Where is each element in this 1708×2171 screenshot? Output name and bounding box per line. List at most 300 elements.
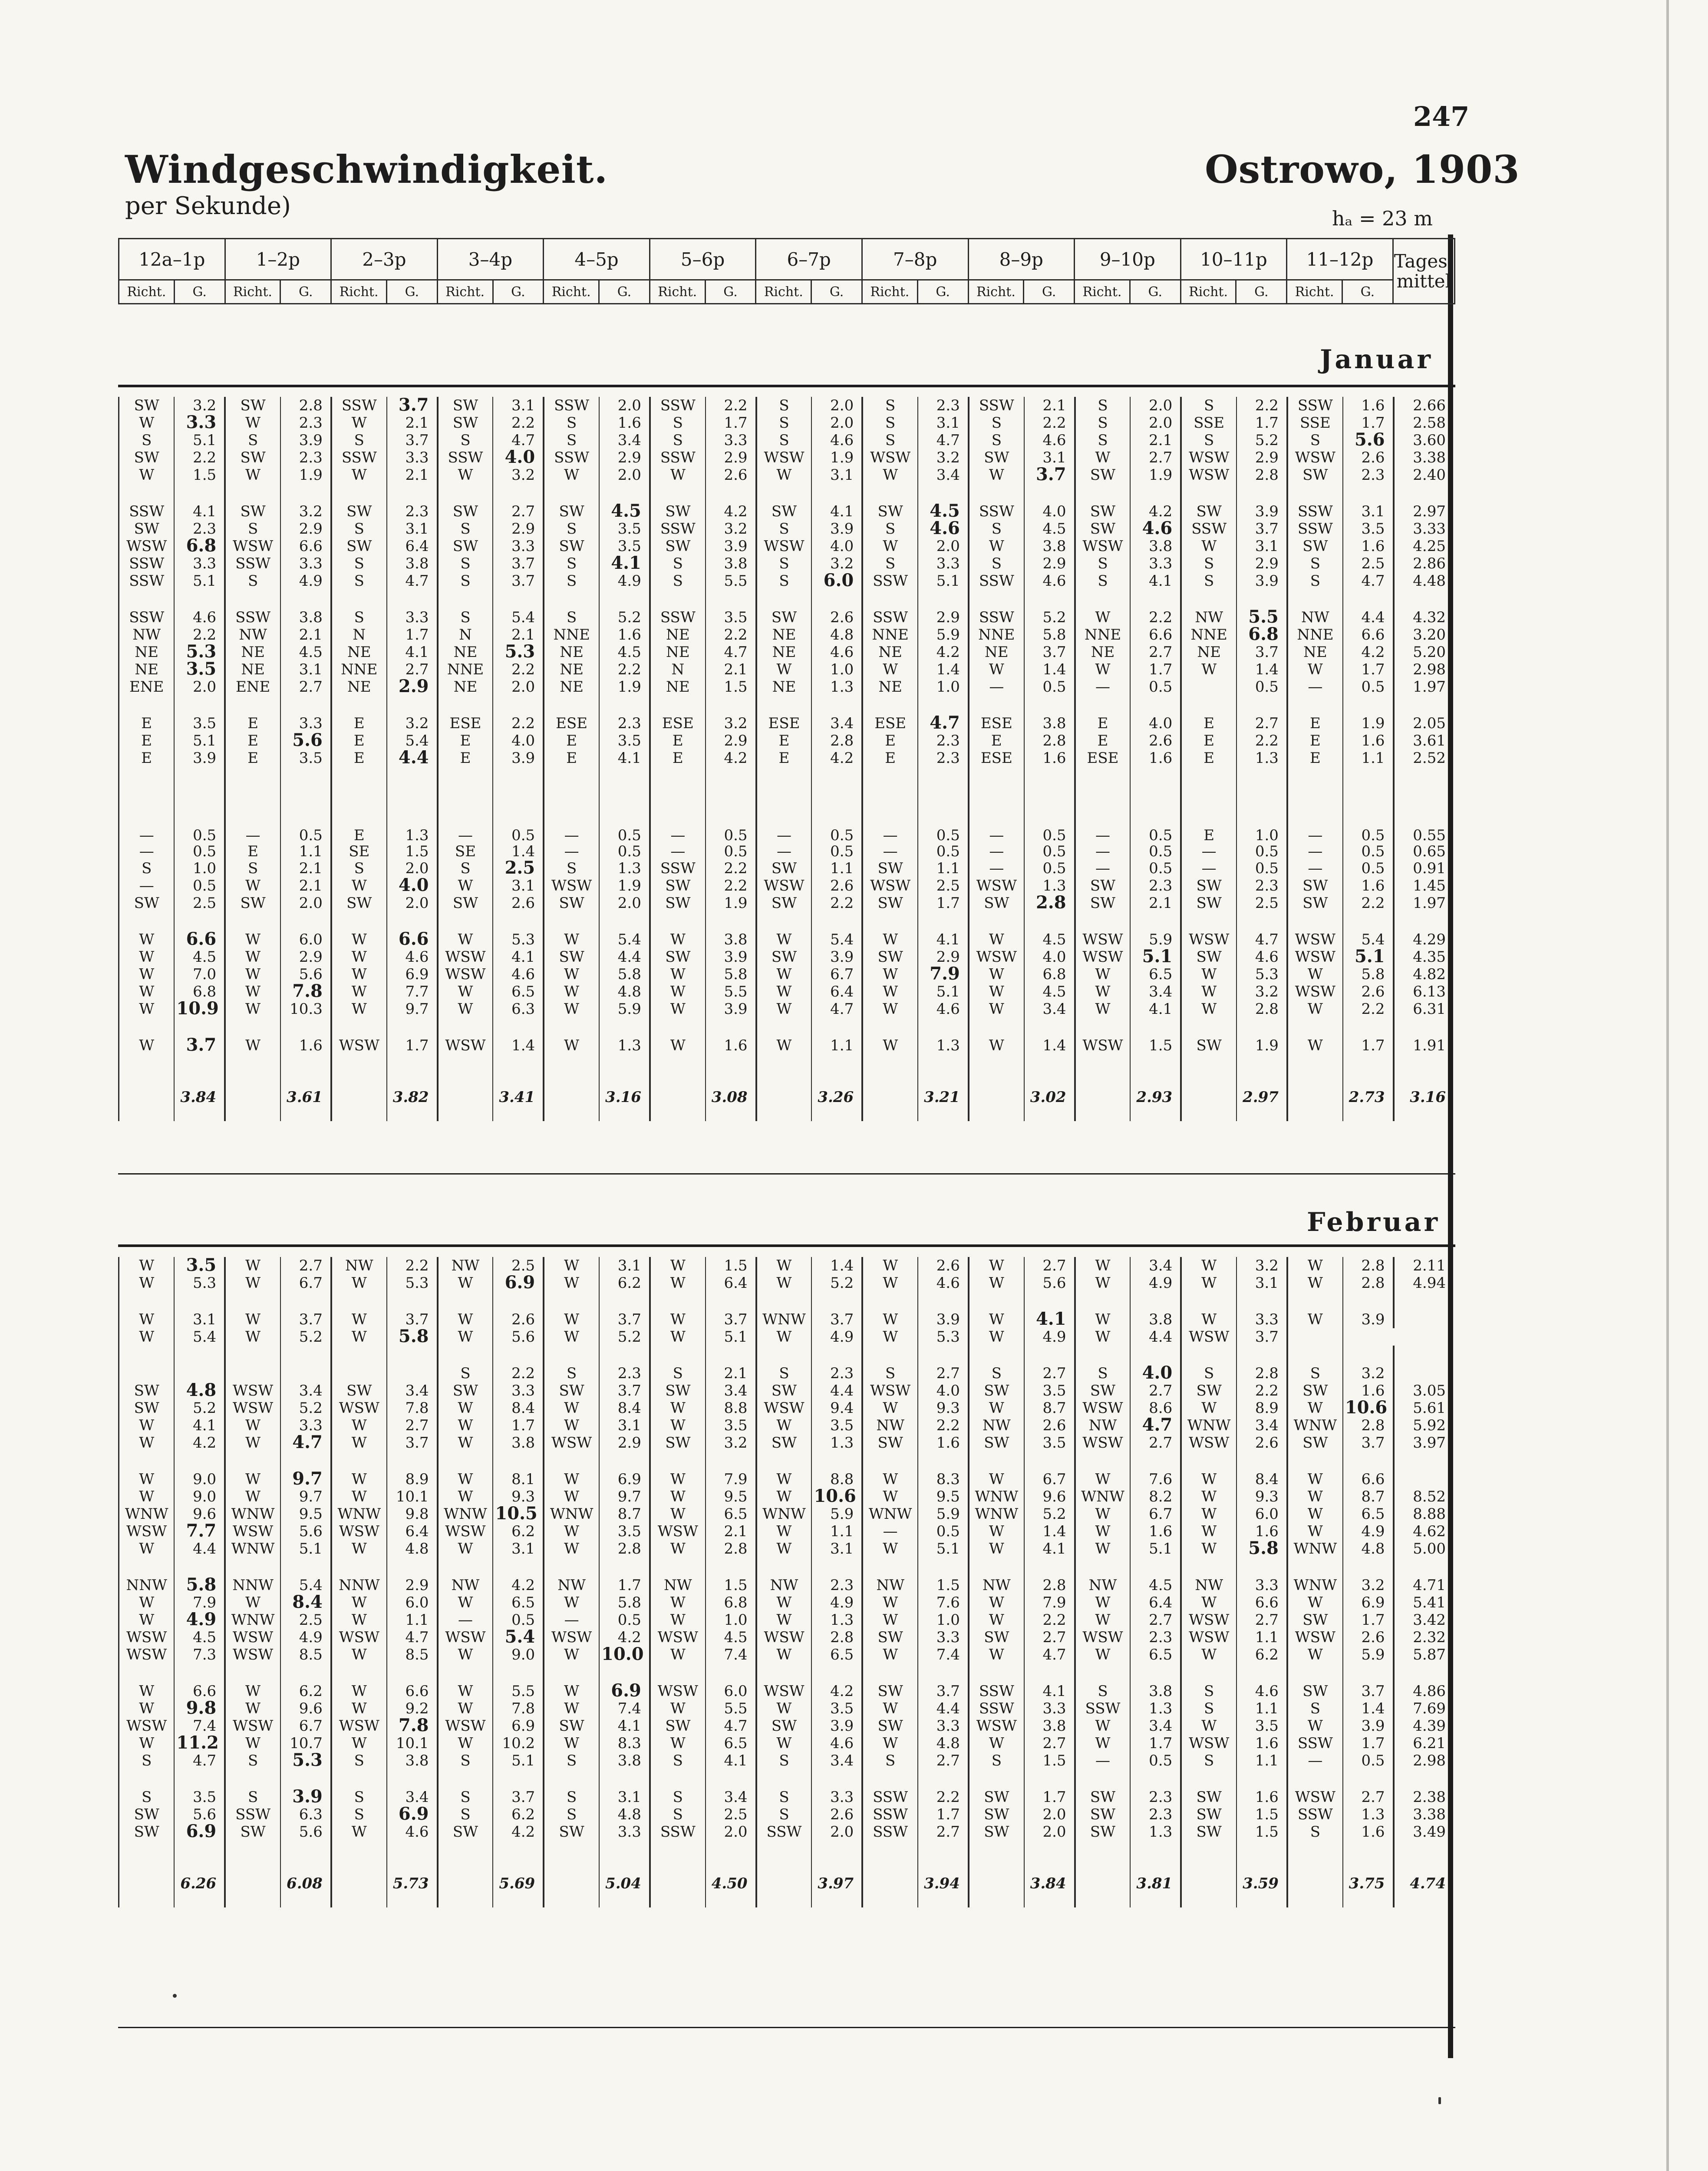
speed-cell: 9.8: [174, 1700, 225, 1717]
speed-cell: 3.2: [493, 466, 544, 484]
direction-cell: W: [969, 1000, 1024, 1018]
direction-cell: W: [650, 1471, 706, 1488]
day-row: [119, 828, 1456, 844]
speed-cell: 4.6: [493, 966, 544, 983]
monthly-mean-cell: 3.82: [387, 1073, 438, 1121]
speed-cell: 6.7: [280, 1717, 331, 1735]
speed-cell: 4.7: [1236, 931, 1287, 948]
monthly-mean-cell: 5.73: [387, 1860, 438, 1907]
direction-cell: SW: [756, 1717, 812, 1735]
speed-cell: 2.0: [387, 860, 438, 877]
monthly-mean-cell: 2.97: [1236, 1073, 1287, 1121]
direction-cell: W: [119, 948, 175, 966]
direction-cell: SW: [225, 397, 280, 414]
direction-cell: —: [862, 844, 918, 860]
speed-cell: 6.8: [174, 538, 225, 555]
direction-cell: —: [119, 877, 175, 894]
month-label-januar: Januar: [1320, 344, 1433, 375]
direction-subheader: Richt.: [650, 280, 705, 304]
direction-cell: SW: [119, 894, 175, 912]
speed-cell: 3.7: [1236, 1328, 1287, 1346]
direction-cell: E: [331, 828, 387, 844]
direction-cell: WSW: [225, 1382, 280, 1399]
speed-cell: 0.5: [1024, 860, 1075, 877]
speed-cell: 1.4: [493, 1037, 544, 1054]
direction-subheader: Richt.: [862, 280, 917, 304]
speed-cell: 3.9: [918, 1311, 969, 1328]
speed-cell: 3.9: [811, 948, 862, 966]
direction-cell: NNE: [862, 626, 918, 643]
daily-mean-cell: 2.38: [1394, 1788, 1455, 1806]
speed-cell: 1.3: [1130, 1700, 1181, 1717]
direction-cell: W: [438, 1594, 493, 1611]
speed-cell: 4.1: [387, 643, 438, 661]
speed-cell: 6.7: [280, 1274, 331, 1292]
direction-cell: W: [225, 877, 280, 894]
speed-cell: 3.2: [387, 715, 438, 732]
speed-cell: 5.6: [280, 732, 331, 749]
speed-cell: 1.6: [1343, 732, 1394, 749]
direction-cell: —: [650, 844, 706, 860]
direction-cell: SW: [650, 948, 706, 966]
speed-cell: 3.5: [811, 1700, 862, 1717]
daily-mean-cell: 5.87: [1394, 1646, 1455, 1663]
speed-cell: 2.8: [1343, 1417, 1394, 1434]
speed-cell: 10.1: [387, 1488, 438, 1505]
speed-cell: 5.9: [811, 1505, 862, 1523]
speed-cell: 5.6: [493, 1328, 544, 1346]
day-row: [119, 931, 1456, 948]
daily-mean-cell: 2.98: [1394, 1752, 1455, 1769]
direction-cell: W: [544, 1540, 599, 1557]
direction-cell: W: [331, 1823, 387, 1841]
direction-cell: S: [544, 1752, 599, 1769]
speed-cell: 0.5: [280, 828, 331, 844]
day-row: [119, 1505, 1456, 1523]
direction-cell: SW: [225, 894, 280, 912]
direction-cell: ESE: [544, 715, 599, 732]
direction-cell: SW: [119, 1399, 175, 1417]
direction-cell: W: [1287, 1717, 1343, 1735]
direction-cell: W: [225, 1328, 280, 1346]
direction-cell: E: [862, 732, 918, 749]
direction-cell: ENE: [119, 678, 175, 696]
direction-subheader: Richt.: [1287, 280, 1342, 304]
direction-cell: S: [650, 414, 706, 432]
speed-cell: 1.7: [1130, 1735, 1181, 1752]
direction-cell: SSW: [331, 449, 387, 466]
direction-cell: —: [1181, 844, 1236, 860]
direction-cell: W: [1181, 1594, 1236, 1611]
direction-cell: —: [969, 828, 1024, 844]
direction-cell: NW: [1287, 609, 1343, 626]
direction-cell: WSW: [756, 538, 812, 555]
speed-cell: 4.6: [1024, 432, 1075, 449]
speed-cell: 9.7: [280, 1471, 331, 1488]
direction-cell: SSW: [1287, 520, 1343, 538]
speed-subheader: G.: [917, 280, 968, 304]
speed-cell: 6.8: [174, 983, 225, 1000]
direction-cell: WSW: [331, 1037, 387, 1054]
speed-cell: 4.5: [174, 948, 225, 966]
direction-cell: SSW: [1181, 520, 1236, 538]
direction-cell: S: [544, 1806, 599, 1823]
speed-cell: 5.2: [599, 1328, 650, 1346]
direction-cell: W: [331, 1417, 387, 1434]
direction-cell: W: [1181, 1488, 1236, 1505]
direction-cell: WSW: [119, 1523, 175, 1540]
speed-cell: 3.4: [599, 432, 650, 449]
speed-cell: 6.0: [280, 931, 331, 948]
direction-cell: W: [862, 983, 918, 1000]
direction-cell: W: [1075, 1594, 1131, 1611]
speed-cell: 2.6: [811, 1806, 862, 1823]
speed-cell: 9.6: [174, 1505, 225, 1523]
direction-cell: SW: [1181, 1823, 1236, 1841]
direction-cell: W: [862, 966, 918, 983]
speed-cell: 2.8: [811, 1629, 862, 1646]
speed-cell: 2.7: [918, 1365, 969, 1382]
speed-cell: 4.1: [493, 948, 544, 966]
speed-cell: 2.8: [1236, 466, 1287, 484]
speed-cell: 3.9: [706, 1000, 756, 1018]
daily-mean-cell: 3.97: [1394, 1434, 1455, 1452]
direction-cell: W: [1181, 1257, 1236, 1274]
speed-cell: 5.1: [1130, 1540, 1181, 1557]
direction-cell: SW: [862, 894, 918, 912]
speed-cell: 9.7: [387, 1000, 438, 1018]
speed-cell: 2.2: [599, 661, 650, 678]
day-row: [119, 1717, 1456, 1735]
speed-cell: 2.6: [811, 877, 862, 894]
speed-cell: 6.4: [387, 1523, 438, 1540]
direction-cell: NE: [119, 643, 175, 661]
speed-cell: 2.6: [493, 894, 544, 912]
day-row: [119, 678, 1456, 696]
speed-cell: 2.8: [811, 732, 862, 749]
speed-cell: 2.3: [387, 503, 438, 520]
speed-cell: 3.2: [1343, 1577, 1394, 1594]
direction-cell: NW: [544, 1577, 599, 1594]
direction-cell: W: [544, 1523, 599, 1540]
speed-cell: 6.2: [599, 1274, 650, 1292]
direction-cell: E: [650, 749, 706, 767]
daily-mean-cell: 8.88: [1394, 1505, 1455, 1523]
speed-cell: 1.1: [1343, 749, 1394, 767]
direction-cell: W: [1181, 1505, 1236, 1523]
group-gap: [119, 1557, 1456, 1577]
speed-cell: 8.5: [387, 1646, 438, 1663]
speed-cell: 5.8: [599, 1594, 650, 1611]
speed-cell: 4.1: [1024, 1540, 1075, 1557]
speed-cell: 6.9: [174, 1823, 225, 1841]
speed-cell: 4.7: [387, 1629, 438, 1646]
speed-cell: 2.1: [387, 466, 438, 484]
speed-cell: 3.2: [1236, 1257, 1287, 1274]
speed-cell: 3.9: [811, 520, 862, 538]
direction-cell: W: [1287, 1646, 1343, 1663]
speed-cell: 4.7: [811, 1000, 862, 1018]
monthly-mean-cell: 3.97: [811, 1860, 862, 1907]
direction-cell: N: [650, 661, 706, 678]
direction-cell: WNW: [544, 1505, 599, 1523]
direction-cell: SSW: [331, 397, 387, 414]
speed-cell: 5.3: [1236, 966, 1287, 983]
day-row: [119, 1382, 1456, 1399]
direction-cell: WSW: [1075, 1399, 1131, 1417]
direction-cell: —: [1287, 844, 1343, 860]
direction-cell: WSW: [438, 1717, 493, 1735]
speed-cell: 4.9: [1024, 1328, 1075, 1346]
speed-cell: 6.0: [706, 1683, 756, 1700]
speed-cell: 5.1: [918, 572, 969, 590]
direction-cell: SSE: [1287, 414, 1343, 432]
direction-cell: SSE: [1181, 414, 1236, 432]
speed-cell: 3.9: [280, 1788, 331, 1806]
speed-cell: 6.6: [1236, 1594, 1287, 1611]
speed-cell: 4.7: [918, 715, 969, 732]
speed-cell: 2.3: [1130, 1788, 1181, 1806]
speed-cell: 6.8: [706, 1594, 756, 1611]
speed-cell: 4.6: [174, 609, 225, 626]
speed-cell: 4.6: [1236, 948, 1287, 966]
speed-cell: 4.6: [811, 1735, 862, 1752]
daily-mean-cell: 4.35: [1394, 948, 1455, 966]
day-row: [119, 1594, 1456, 1611]
speed-cell: 3.7: [1343, 1434, 1394, 1452]
direction-cell: W: [119, 1037, 175, 1054]
speed-cell: 4.0: [1024, 948, 1075, 966]
direction-subheader: Richt.: [1180, 280, 1236, 304]
speed-cell: 2.2: [1343, 1000, 1394, 1018]
speed-cell: 3.7: [387, 1311, 438, 1328]
speed-cell: 6.6: [1130, 626, 1181, 643]
direction-cell: SW: [225, 449, 280, 466]
day-row: [119, 397, 1456, 414]
speed-cell: 4.4: [811, 1382, 862, 1399]
direction-cell: S: [969, 555, 1024, 572]
direction-cell: SW: [1181, 1382, 1236, 1399]
speed-cell: 0.5: [1130, 860, 1181, 877]
speed-cell: 1.9: [706, 894, 756, 912]
direction-cell: SSW: [225, 555, 280, 572]
direction-cell: W: [1075, 1328, 1131, 1346]
direction-cell: W: [225, 1434, 280, 1452]
monthly-mean-cell: 3.75: [1343, 1860, 1394, 1907]
speed-cell: 3.8: [1130, 1311, 1181, 1328]
direction-cell: S: [1287, 555, 1343, 572]
direction-cell: W: [1287, 1505, 1343, 1523]
day-row: [119, 643, 1456, 661]
speed-cell: 9.0: [493, 1646, 544, 1663]
speed-cell: 0.5: [1130, 828, 1181, 844]
direction-cell: SW: [862, 860, 918, 877]
direction-cell: SSW: [650, 1823, 706, 1841]
day-row: [119, 572, 1456, 590]
speed-cell: 3.5: [599, 732, 650, 749]
speed-cell: 3.2: [706, 715, 756, 732]
direction-cell: W: [544, 1257, 599, 1274]
direction-cell: SSW: [119, 572, 175, 590]
speed-cell: 1.3: [811, 1611, 862, 1629]
direction-cell: S: [756, 1788, 812, 1806]
direction-cell: S: [544, 520, 599, 538]
speed-cell: 2.1: [493, 626, 544, 643]
speed-cell: 2.6: [811, 609, 862, 626]
speed-cell: 4.8: [1343, 1540, 1394, 1557]
direction-cell: —: [1287, 860, 1343, 877]
speed-cell: 5.9: [599, 1000, 650, 1018]
speed-cell: 2.0: [599, 397, 650, 414]
direction-cell: S: [438, 432, 493, 449]
direction-cell: W: [438, 1488, 493, 1505]
speed-cell: 3.2: [706, 1434, 756, 1452]
direction-cell: —: [1287, 678, 1343, 696]
direction-cell: W: [1287, 1594, 1343, 1611]
direction-cell: W: [544, 1594, 599, 1611]
speed-cell: 3.7: [280, 1311, 331, 1328]
speed-cell: 2.3: [918, 397, 969, 414]
speed-cell: 3.2: [811, 555, 862, 572]
direction-cell: W: [862, 661, 918, 678]
direction-cell: W: [119, 1434, 175, 1452]
direction-cell: W: [969, 1311, 1024, 1328]
direction-cell: SW: [756, 1434, 812, 1452]
direction-cell: W: [650, 1328, 706, 1346]
direction-cell: W: [119, 466, 175, 484]
speed-cell: 2.1: [1130, 894, 1181, 912]
direction-cell: W: [225, 1311, 280, 1328]
speed-cell: 1.9: [599, 678, 650, 696]
speed-cell: 3.8: [387, 555, 438, 572]
speed-cell: 2.2: [1024, 414, 1075, 432]
speed-cell: 7.7: [387, 983, 438, 1000]
direction-cell: WNW: [756, 1505, 812, 1523]
direction-cell: W: [756, 1523, 812, 1540]
speed-cell: 2.5: [493, 860, 544, 877]
speed-cell: 5.4: [493, 1629, 544, 1646]
hour-header: 10–11p: [1180, 239, 1287, 280]
speed-cell: 2.1: [1130, 432, 1181, 449]
direction-cell: WSW: [1181, 931, 1236, 948]
daily-mean-cell: 5.20: [1394, 643, 1455, 661]
direction-cell: W: [331, 1311, 387, 1328]
speed-cell: 3.3: [493, 538, 544, 555]
direction-cell: —: [438, 1611, 493, 1629]
speed-cell: 6.7: [811, 966, 862, 983]
direction-cell: W: [331, 1735, 387, 1752]
speed-cell: 6.5: [493, 1594, 544, 1611]
speed-cell: 5.4: [174, 1328, 225, 1346]
page-number: 247: [1413, 101, 1470, 132]
day-row: [119, 1311, 1456, 1328]
speed-cell: 3.9: [493, 749, 544, 767]
direction-cell: W: [331, 1700, 387, 1717]
speed-cell: 2.2: [493, 414, 544, 432]
speed-cell: 2.5: [706, 1806, 756, 1823]
speed-cell: 2.2: [706, 626, 756, 643]
direction-cell: NE: [650, 626, 706, 643]
speed-cell: 6.6: [1343, 626, 1394, 643]
direction-cell: WSW: [119, 538, 175, 555]
speed-cell: 4.1: [918, 931, 969, 948]
direction-cell: NW: [438, 1257, 493, 1274]
speed-cell: 0.5: [1236, 678, 1287, 696]
speed-cell: 3.5: [706, 1417, 756, 1434]
direction-cell: W: [650, 1646, 706, 1663]
speed-cell: 3.5: [1236, 1717, 1287, 1735]
speed-cell: 5.5: [493, 1683, 544, 1700]
direction-cell: S: [438, 1365, 493, 1382]
direction-cell: NE: [1075, 643, 1131, 661]
speed-cell: 2.0: [1130, 414, 1181, 432]
direction-cell: E: [225, 715, 280, 732]
speed-cell: 5.2: [1024, 609, 1075, 626]
direction-cell: S: [438, 1752, 493, 1769]
daily-mean-cell: 1.97: [1394, 678, 1455, 696]
monthly-mean-cell: 2.93: [1130, 1073, 1181, 1121]
direction-cell: SSW: [969, 503, 1024, 520]
direction-cell: W: [225, 1417, 280, 1434]
speed-cell: 6.3: [493, 1000, 544, 1018]
direction-cell: W: [650, 1735, 706, 1752]
daily-mean-cell: 4.71: [1394, 1577, 1455, 1594]
direction-cell: —: [862, 1523, 918, 1540]
direction-cell: S: [438, 1788, 493, 1806]
speed-cell: 4.5: [174, 1629, 225, 1646]
direction-cell: W: [331, 466, 387, 484]
direction-cell: W: [119, 1611, 175, 1629]
direction-cell: SSW: [862, 1788, 918, 1806]
speed-cell: 6.0: [387, 1594, 438, 1611]
monthly-mean-cell: 5.69: [493, 1860, 544, 1907]
monthly-mean-row: [119, 1073, 1456, 1121]
direction-cell: W: [862, 1037, 918, 1054]
direction-cell: SW: [650, 1382, 706, 1399]
speed-cell: 2.3: [811, 1365, 862, 1382]
direction-cell: WSW: [331, 1629, 387, 1646]
speed-cell: 1.6: [1343, 877, 1394, 894]
speed-cell: 8.8: [811, 1471, 862, 1488]
direction-cell: WSW: [969, 1717, 1024, 1735]
daily-mean-header: Tages-mittel: [1393, 239, 1454, 304]
speed-cell: 2.6: [918, 1257, 969, 1274]
speed-cell: 10.0: [599, 1646, 650, 1663]
direction-cell: W: [756, 983, 812, 1000]
monthly-mean-cell: 3.08: [706, 1073, 756, 1121]
direction-cell: W: [756, 1471, 812, 1488]
direction-cell: W: [1181, 1523, 1236, 1540]
speed-cell: 1.5: [1024, 1752, 1075, 1769]
speed-cell: 6.4: [387, 538, 438, 555]
direction-cell: SW: [862, 503, 918, 520]
direction-cell: W: [119, 1735, 175, 1752]
speed-cell: 4.2: [1130, 503, 1181, 520]
direction-cell: W: [225, 1488, 280, 1505]
speed-cell: 6.5: [706, 1735, 756, 1752]
speed-cell: 5.6: [1343, 432, 1394, 449]
speed-cell: 2.2: [1236, 732, 1287, 749]
speed-cell: 0.5: [706, 844, 756, 860]
direction-cell: W: [438, 1540, 493, 1557]
direction-cell: W: [1287, 1311, 1343, 1328]
speed-cell: 6.2: [280, 1683, 331, 1700]
direction-cell: W: [650, 1257, 706, 1274]
direction-cell: WSW: [438, 1037, 493, 1054]
direction-cell: WSW: [1075, 948, 1131, 966]
speed-cell: 4.2: [599, 1629, 650, 1646]
direction-cell: NE: [969, 643, 1024, 661]
